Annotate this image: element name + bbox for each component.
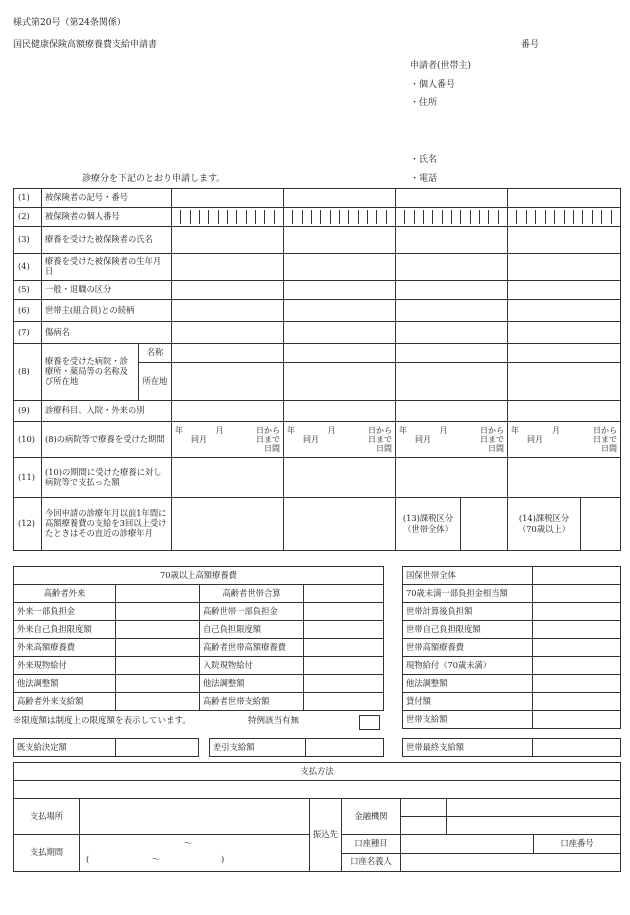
row-previous: (12) 今回申請の診療年月以前1年間に高額療養費の支給を3回以上受けたときはその直近の診療年月 (13)課税区分 （世帯全体） (14)課税区分 （70歳以上） <box>14 498 621 551</box>
row-patient-name: (3) 療養を受けた被保険者の氏名 <box>14 227 621 254</box>
elderly-outpatient-head: 高齢者外来 <box>14 585 116 603</box>
final-label: 世帯最終支給額 <box>403 739 533 757</box>
category-label: 一般・退職の区分 <box>42 281 172 300</box>
digit-box[interactable] <box>508 208 621 227</box>
address-label: ・住所 <box>410 98 438 108</box>
hospital-label: 療養を受けた病院・診療所・薬局等の名称及び所在地 <box>42 344 139 401</box>
household-table: 国保世帯全体 70歳未満一部負担金相当額 世帯計算後負担額 世帯自己負担限度額 世帯高額療養費 現物給付（70歳未満） 他法調整額 貸付額 世帯支給額 <box>402 566 621 729</box>
final-table <box>402 738 621 757</box>
number-label: 番号 <box>521 40 540 50</box>
individual-number-label: ・個人番号 <box>410 80 456 90</box>
row-period: (10) (8)の病院等で療養を受けた期間 年 月 日から 同月 日まで 日間 年 月 日から 同月 日まで 日間 年 月 日から 同月 日まで 日間 年 月 日から 同月 日まで 日間 <box>14 422 621 458</box>
tax-category-household: (13)課税区分 （世帯全体） <box>396 498 461 551</box>
row-paid-amount: (11) (10)の期間に受けた療養に対し病院等で支払った額 <box>14 458 621 498</box>
insured-number-cell[interactable] <box>172 189 284 208</box>
diff-table <box>209 738 384 757</box>
period-cell[interactable]: 年 月 日から 同月 日まで 日間 <box>284 422 396 458</box>
form-number: 様式第20号（第24条関係） <box>13 18 126 28</box>
paid-amount-label: (10)の期間に受けた療養に対し病院等で支払った額 <box>42 458 172 498</box>
elderly-table: 70歳以上高額療養費 高齢者外来 高齢者世帯合算 外来一部負担金 高齢世帯一部負担金 外来自己負担限度額 自己負担限度額 外来高額療養費 高齢者世帯高額療養費 外来現物給付 入院現物給付 他法調整額 他法調整額 高齢者外来支給額 高齢者世帯支給額 <box>13 566 384 711</box>
paid-label: 既支給決定額 <box>14 739 116 757</box>
row-department: (9) 診療科目、入院・外来の別 <box>14 401 621 422</box>
row-relationship: (6) 世帯主(組合員)との続柄 <box>14 300 621 322</box>
hospital-location-label: 所在地 <box>139 363 172 401</box>
row-hospital-name: (8) 療養を受けた病院・診療所・薬局等の名称及び所在地 名称 <box>14 344 621 363</box>
elderly-household-head: 高齢者世帯合算 <box>200 585 304 603</box>
payment-place-field[interactable] <box>80 799 310 835</box>
payment-table <box>13 762 621 872</box>
row-individual-number: (2) 被保険者の個人番号 <box>14 208 621 227</box>
period-cell[interactable]: 年 月 日から 同月 日まで 日間 <box>508 422 621 458</box>
main-table <box>13 188 621 551</box>
paid-table <box>13 738 199 757</box>
account-type-label: 口座種目 <box>342 835 401 854</box>
payment-place-label: 支払場所 <box>14 799 80 835</box>
digit-box[interactable] <box>284 208 396 227</box>
period-label: (8)の病院等で療養を受けた期間 <box>42 422 172 458</box>
page-title: 国民健康保険高額療養費支給申請書 <box>13 40 158 50</box>
birthdate-label: 療養を受けた被保険者の生年月日 <box>42 254 172 281</box>
intro-text: 診療分を下記のとおり申請します。 <box>82 174 226 184</box>
transfer-label: 振込先 <box>310 799 342 872</box>
period-cell[interactable]: 年 月 日から 同月 日まで 日間 <box>396 422 508 458</box>
row-insured-number: (1) 被保険者の記号・番号 <box>14 189 621 208</box>
row-category: (5) 一般・退職の区分 <box>14 281 621 300</box>
payment-title: 支払方法 <box>14 763 621 781</box>
name-label: ・氏名 <box>410 155 438 165</box>
row-birthdate: (4) 療養を受けた被保険者の生年月日 <box>14 254 621 281</box>
account-name-field[interactable] <box>401 853 621 872</box>
row-disease: (7) 傷病名 <box>14 322 621 344</box>
digit-box[interactable] <box>172 208 284 227</box>
hospital-name-label: 名称 <box>139 344 172 363</box>
bank-label: 金融機関 <box>342 799 401 835</box>
insured-number-label: 被保険者の記号・番号 <box>42 189 172 208</box>
patient-name-label: 療養を受けた被保険者の氏名 <box>42 227 172 254</box>
special-case-label: 特例該当有無 <box>248 716 300 726</box>
individual-number-label: 被保険者の個人番号 <box>42 208 172 227</box>
account-type-field[interactable] <box>401 835 534 854</box>
payment-period-label: 支払期間 <box>14 835 80 872</box>
applicant-label: 申請者(世帯主) <box>410 61 472 71</box>
elderly-title: 70歳以上高額療養費 <box>14 567 384 585</box>
account-number-label: 口座番号 <box>560 837 594 848</box>
household-title: 国保世帯全体 <box>403 567 533 585</box>
digit-box[interactable] <box>396 208 508 227</box>
period-cell[interactable]: 年 月 日から 同月 日まで 日間 <box>172 422 284 458</box>
payment-period-field[interactable]: ～ ( ～ ) <box>80 835 310 872</box>
tax-category-elderly: (14)課税区分 （70歳以上） <box>517 513 571 534</box>
previous-label: 今回申請の診療年月以前1年間に高額療養費の支給を3回以上受けたときはその直近の診療年月 <box>42 498 172 551</box>
phone-label: ・電話 <box>410 174 438 184</box>
limit-note: ※限度額は制度上の限度額を表示しています。 <box>13 716 191 726</box>
relationship-label: 世帯主(組合員)との続柄 <box>42 300 172 322</box>
department-label: 診療科目、入院・外来の別 <box>42 401 172 422</box>
diff-label: 差引支給額 <box>210 739 306 757</box>
account-name-label: 口座名義人 <box>342 853 401 872</box>
special-case-checkbox[interactable] <box>359 715 380 730</box>
disease-label: 傷病名 <box>42 322 172 344</box>
